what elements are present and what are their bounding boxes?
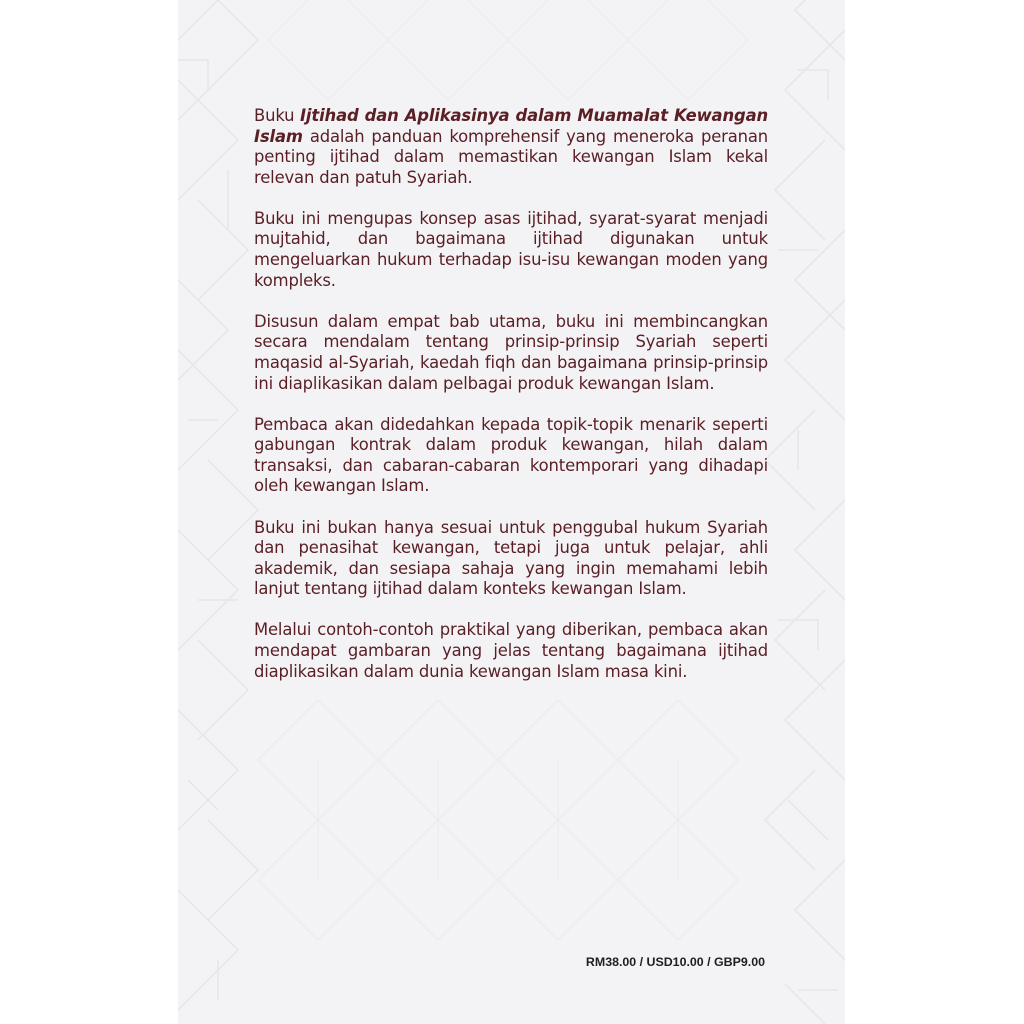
blurb-paragraph-2: Buku ini mengupas konsep asas ijtihad, syarat-syarat menjadi mujtahid, dan bagaimana ijtihad digunakan untuk mengeluarkan hukum terhadap isu-isu kewangan moden yang kompleks. [254,208,768,290]
blurb-paragraph-1 [254,106,768,188]
blurb-paragraph-3: Disusun dalam empat bab utama, buku ini membincangkan secara mendalam tentang prinsip-prinsip Syariah seperti maqasid al-Syariah, kaedah fiqh dan bagaimana prinsip-prinsip ini diaplikasikan dalam pelbagai produk kewangan Islam. [254,311,768,393]
blurb-p1-lead: Buku [254,106,300,125]
blurb-paragraph-6: Melalui contoh-contoh praktikal yang diberikan, pembaca akan mendapat gambaran yang jelas tentang bagaimana ijtihad diaplikasikan dalam dunia kewangan Islam masa kini. [254,620,768,681]
blurb-text [254,106,768,703]
blurb-paragraph-4: Pembaca akan didedahkan kepada topik-topik menarik seperti gabungan kontrak dalam produk kewangan, hilah dalam transaksi, dan cabaran-cabaran kontemporari yang dihadapi oleh kewangan Islam. [254,414,768,496]
back-cover [178,0,845,1024]
price-label: RM38.00 / USD10.00 / GBP9.00 [585,955,765,969]
book-title-inline: Ijtihad dan Aplikasinya dalam Muamalat Kewangan Islam [254,106,769,146]
blurb-paragraph-5: Buku ini bukan hanya sesuai untuk penggubal hukum Syariah dan penasihat kewangan, tetapi juga untuk pelajar, ahli akademik, dan sesiapa sahaja yang ingin memahami lebih lanjut tentang ijtihad dalam konteks kewangan Islam. [254,517,768,599]
blurb-p1-rest: adalah panduan komprehensif yang meneroka peranan penting ijtihad dalam memastikan kewangan Islam kekal relevan dan patuh Syariah. [254,126,768,187]
